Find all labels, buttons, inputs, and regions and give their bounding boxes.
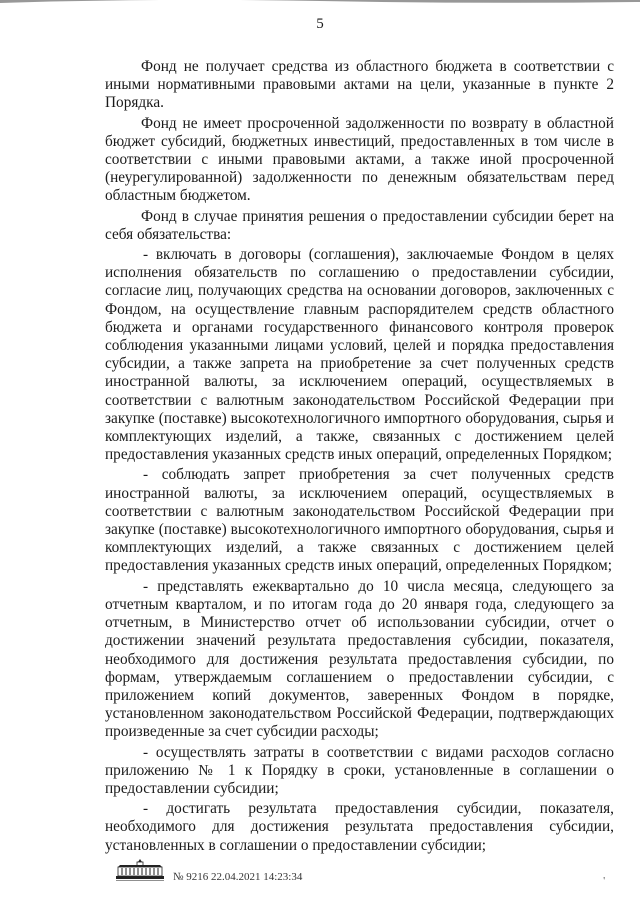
document-body: [105, 58, 614, 855]
obligation-item-results: - достигать результата предоставления субсидии, показателя, необходимого для достижения результата предоставления субсидии, установленных в соглашении о предоставлении субсидии;: [105, 800, 614, 854]
document-registration-stamp: № 9216 22.04.2021 14:23:34: [173, 871, 303, 883]
obligation-item-expenses: - осуществлять затраты в соответствии с видами расходов согласно приложению № 1 к Порядку в сроки, установленные в соглашении о предоставлении субсидии;: [105, 743, 614, 797]
obligation-item-reporting: - представлять ежеквартально до 10 числа месяца, следующего за отчетным кварталом, и по итогам года до 20 января года, следующего за отчетным, в Министерство отчет об использовании субсидии, отчет о достижении значений результата предоставления субсидии, показателя, необходимого для достижения результата предоставления субсидии, по формам, утверждаемым соглашением о предоставлении субсидии, с приложением копий документов, заверенных Фондом в порядке, установленном законодательством Российской Федерации, подтверждающих произведенные за счет субсидии расходы;: [105, 577, 614, 741]
page-number: 5: [316, 16, 324, 32]
scan-edge-shadow: [0, 0, 640, 6]
paragraph-no-other-funding: Фонд не получает средства из областного бюджета в соответствии с иными нормативными правовыми актами на цели, указанные в пункте 2 Порядка.: [105, 58, 614, 112]
government-building-logo: [115, 858, 165, 882]
paragraph-obligations-intro: Фонд в случае принятия решения о предоставлении субсидии берет на себя обязательства:: [105, 207, 614, 243]
footer: [115, 858, 615, 888]
obligation-item-currency-ban: - соблюдать запрет приобретения за счет полученных средств иностранной валюты, за исключением операций, осуществляемых в соответствии с валютным законодательством Российской Федерации при закупке (поставке) высокотехнологичного импортного оборудования, сырья и комплектующих изделий, а также связанных с достижением целей предоставления указанных средств иных операций, определенных Порядком;: [105, 466, 614, 575]
paragraph-no-arrears: Фонд не имеет просроченной задолженности по возврату в областной бюджет субсидий, бюджетных инвестиций, предоставленных в том числе в соответствии с иными правовыми актами, а также иной просроченной (неурегулированной) задолженности по денежным обязательствам перед областным бюджетом.: [105, 114, 614, 205]
obligation-item-contracts: - включать в договоры (соглашения), заключаемые Фондом в целях исполнения обязательств по соглашению о предоставлении субсидии, согласие лиц, получающих средства на основании договоров, заключенных с Фондом, на осуществление главным распорядителем средств областного бюджета и органами государственного финансового контроля проверок соблюдения указанными лицами условий, целей и порядка предоставления субсидии, а также запрета на приобретение за счет полученных средств иностранной валюты, за исключением операций, осуществляемых в соответствии с валютным законодательством Российской Федерации при закупке (поставке) высокотехнологичного импортного оборудования, сырья и комплектующих изделий, а также, связанных с достижением целей предоставления указанных средств иных операций, определенных Порядком;: [105, 246, 614, 464]
scan-mark: ': [603, 876, 605, 887]
